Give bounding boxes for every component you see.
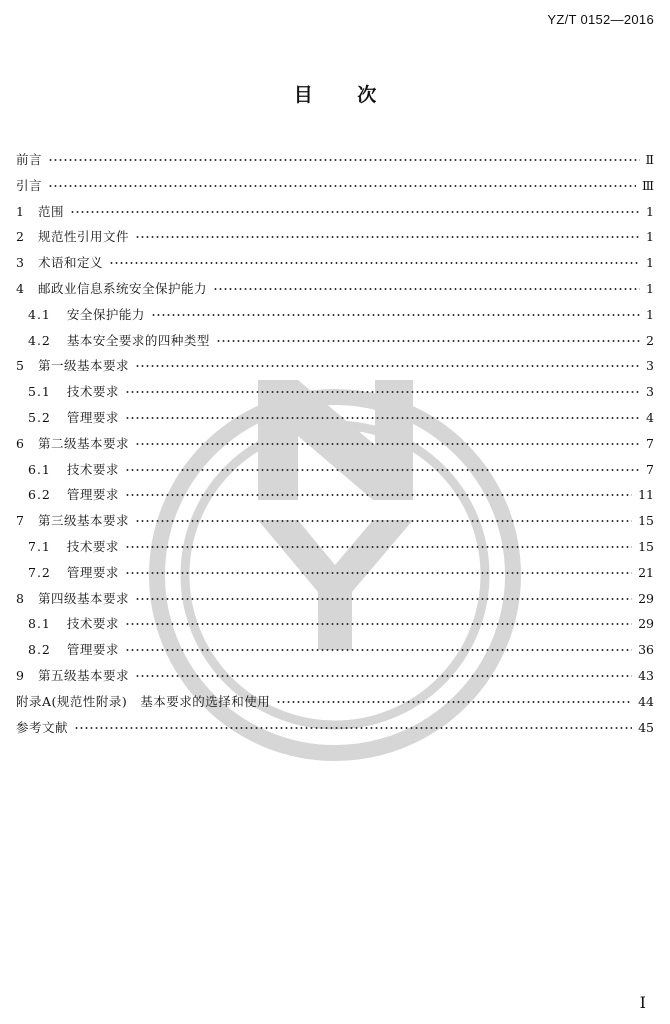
- toc-dot-leader: [213, 285, 640, 293]
- toc-dot-leader: [135, 440, 640, 448]
- toc-entry[interactable]: [16, 431, 654, 457]
- toc-entry-title: 管理要求: [66, 487, 119, 503]
- toc-entry-title: 技术要求: [66, 461, 119, 477]
- toc-entry-number: 4: [16, 280, 24, 296]
- toc-entry-page: 15: [638, 513, 654, 529]
- toc-entry-page: 29: [638, 616, 654, 632]
- toc-entry-number: 9: [16, 667, 24, 683]
- toc-entry-page: 43: [638, 667, 654, 683]
- toc-entry-page: 29: [638, 590, 654, 606]
- toc-dot-leader: [216, 337, 640, 345]
- toc-entry-number: 6.1: [28, 461, 51, 477]
- toc-entry-number: 5.2: [28, 409, 51, 425]
- toc-dot-leader: [125, 466, 640, 474]
- toc-dot-leader: [74, 724, 632, 732]
- toc-entry-title: 邮政业信息系统安全保护能力: [37, 280, 207, 296]
- toc-entry[interactable]: [16, 482, 654, 508]
- page-title: 目 次: [293, 84, 377, 106]
- toc-entry[interactable]: [16, 250, 654, 276]
- toc-entry-page: Ⅱ: [645, 152, 654, 167]
- toc-entry-number: 6: [16, 435, 24, 451]
- toc-entry-title: 基本安全要求的四种类型: [66, 332, 210, 348]
- toc-entry-title: 参考文献: [16, 719, 69, 735]
- toc-entry-page: 1: [646, 306, 654, 322]
- toc-entry-title: 管理要求: [66, 564, 119, 580]
- toc-dot-leader: [125, 569, 632, 577]
- toc-entry-page: 3: [646, 384, 654, 400]
- toc-entry[interactable]: [16, 611, 654, 637]
- toc-entry-page: 1: [646, 280, 654, 296]
- toc-entry-number: 2: [16, 229, 24, 245]
- toc-entry-number: 6.2: [28, 487, 51, 503]
- toc-entry-number: 1: [16, 203, 24, 219]
- toc-dot-leader: [48, 156, 639, 164]
- toc-dot-leader: [151, 311, 640, 319]
- toc-dot-leader: [125, 543, 632, 551]
- toc-entry-page: 7: [646, 435, 654, 451]
- toc-entry-number: 5: [16, 358, 24, 374]
- toc-dot-leader: [125, 388, 640, 396]
- table-of-contents: [16, 147, 654, 740]
- toc-entry-number: 7: [16, 513, 24, 529]
- toc-entry-title: 技术要求: [66, 538, 119, 554]
- toc-entry[interactable]: [16, 560, 654, 586]
- toc-entry[interactable]: [16, 224, 654, 250]
- toc-entry-page: 1: [646, 203, 654, 219]
- toc-entry-title: 第五级基本要求: [37, 667, 129, 683]
- page-number: Ⅰ: [639, 993, 646, 1012]
- toc-dot-leader: [125, 620, 632, 628]
- toc-entry-number: 4.2: [28, 332, 51, 348]
- toc-dot-leader: [125, 491, 632, 499]
- toc-dot-leader: [135, 362, 640, 370]
- toc-entry-page: 44: [638, 693, 654, 709]
- toc-dot-leader: [70, 208, 640, 216]
- toc-entry-title: 第四级基本要求: [37, 590, 129, 606]
- toc-entry-page: 36: [638, 642, 654, 658]
- toc-entry-page: 4: [646, 409, 654, 425]
- toc-entry-title: 术语和定义: [37, 255, 103, 271]
- toc-entry[interactable]: [16, 199, 654, 225]
- toc-entry-title: 前言: [16, 152, 43, 167]
- document-code: YZ/T 0152—2016: [547, 12, 654, 27]
- toc-entry[interactable]: [16, 715, 654, 741]
- toc-entry-title: 管理要求: [66, 642, 119, 658]
- toc-dot-leader: [109, 259, 640, 267]
- toc-entry[interactable]: [16, 147, 654, 173]
- toc-entry[interactable]: [16, 534, 654, 560]
- toc-entry[interactable]: [16, 586, 654, 612]
- toc-entry-page: 7: [646, 461, 654, 477]
- toc-entry-title: 第一级基本要求: [37, 358, 129, 374]
- toc-dot-leader: [125, 414, 640, 422]
- toc-entry-title: 管理要求: [66, 409, 119, 425]
- toc-dot-leader: [135, 233, 640, 241]
- toc-entry[interactable]: [16, 637, 654, 663]
- toc-entry[interactable]: [16, 508, 654, 534]
- toc-entry-page: 11: [638, 487, 654, 503]
- toc-entry-page: 1: [646, 229, 654, 245]
- toc-dot-leader: [125, 646, 632, 654]
- toc-entry-number: 5.1: [28, 384, 51, 400]
- toc-entry-number: 8: [16, 590, 24, 606]
- toc-entry-page: 45: [638, 719, 654, 735]
- toc-entry-page: 2: [646, 332, 654, 348]
- toc-entry-number: 8.1: [28, 616, 51, 632]
- toc-entry[interactable]: [16, 276, 654, 302]
- toc-entry-page: 15: [638, 538, 654, 554]
- toc-entry-number: 3: [16, 255, 24, 271]
- toc-entry-title: 技术要求: [66, 616, 119, 632]
- toc-entry[interactable]: [16, 405, 654, 431]
- toc-dot-leader: [135, 595, 632, 603]
- toc-entry[interactable]: [16, 379, 654, 405]
- toc-dot-leader: [135, 517, 632, 525]
- toc-entry-title: 第三级基本要求: [37, 513, 129, 529]
- toc-entry-title: 技术要求: [66, 384, 119, 400]
- toc-entry-title: 第二级基本要求: [37, 435, 129, 451]
- toc-entry[interactable]: [16, 302, 654, 328]
- toc-entry-page: 3: [646, 358, 654, 374]
- toc-entry-title: 附录A(规范性附录) 基本要求的选择和使用: [16, 693, 271, 709]
- toc-entry-title: 规范性引用文件: [37, 229, 129, 245]
- toc-entry-number: 8.2: [28, 642, 51, 658]
- toc-dot-leader: [135, 672, 632, 680]
- toc-dot-leader: [48, 182, 636, 190]
- toc-entry-page: Ⅲ: [641, 177, 654, 193]
- toc-entry-number: 7.1: [28, 538, 51, 554]
- toc-entry-title: 安全保护能力: [66, 306, 145, 322]
- toc-entry[interactable]: [16, 353, 654, 379]
- toc-entry[interactable]: [16, 457, 654, 483]
- toc-entry-number: 7.2: [28, 564, 51, 580]
- toc-entry-title: 范围: [37, 203, 64, 219]
- toc-entry-title: 引言: [16, 177, 43, 193]
- toc-entry[interactable]: [16, 689, 654, 715]
- toc-entry[interactable]: [16, 173, 654, 199]
- toc-entry-number: 4.1: [28, 306, 51, 322]
- toc-entry[interactable]: [16, 663, 654, 689]
- toc-entry[interactable]: [16, 328, 654, 354]
- toc-entry-page: 21: [638, 564, 654, 580]
- toc-entry-page: 1: [646, 255, 654, 271]
- toc-dot-leader: [276, 698, 632, 706]
